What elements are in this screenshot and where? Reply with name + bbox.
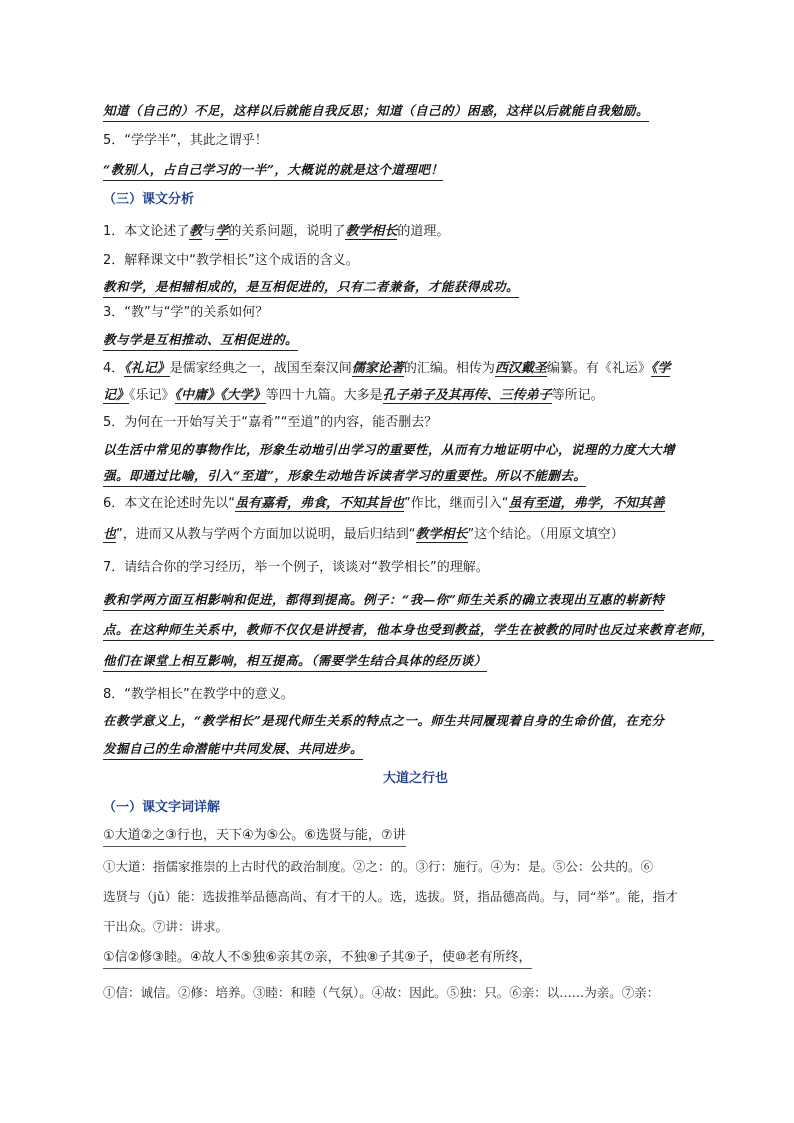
answer-line [103, 651, 728, 672]
annotation-line: ①信：诚信。②修：培养。③睦：和睦（气氛）。④故：因此。⑤独：只。⑥亲：以……为亲。⑦亲： [103, 985, 660, 1000]
source-text-underlined: ①信②修③睦。④故人不⑤独⑥亲其⑦亲，不独⑧子其⑨子，使⑩老有所终， [103, 948, 532, 969]
answer-line [103, 330, 728, 351]
source-text [103, 948, 728, 969]
fill-blank: 虽有嘉肴，弗食，不知其旨也 [235, 496, 405, 511]
text-span: 《乐记》 [129, 388, 175, 403]
answer-text: 他们在课堂上相互影响，相互提高。（需要学生结合具体的经历谈） [103, 651, 487, 672]
answer-line [103, 277, 728, 298]
section-heading: （一）课文字词详解 [103, 800, 221, 815]
question-6-line-1 [103, 494, 728, 514]
answer-text: 知道（自己的）不足，这样以后就能自我反思；知道（自己的）困惑，这样以后就能自我勉励。 [103, 101, 649, 122]
text-span: 的汇编。相传为 [403, 361, 495, 376]
fill-blank: 《中庸》 [174, 388, 221, 403]
answer-line [103, 101, 728, 122]
answer-text: 发掘自己的生命潜能中共同发展、共同进步。 [103, 739, 363, 760]
answer-text: 点。在这种师生关系中，教师不仅仅是讲授者，他本身也受到教益，学生在被教的同时也反过来教育老师， [103, 620, 714, 641]
fill-blank: 也 [103, 527, 117, 542]
fill-blank: 儒家论著 [351, 361, 404, 376]
answer-line: 以生活中常见的事物作比，形象生动地引出学习的重要性，从而有力地证明中心，说理的力度大大增 [103, 442, 676, 457]
fill-blank: 孔子弟子及其再传、三传弟子 [382, 388, 552, 403]
question-5b: 5．为何在一开始写关于“嘉肴”“至道”的内容，能否删去？ [103, 415, 438, 430]
answer-text: 教与学是互相推动、互相促进的。 [103, 330, 298, 351]
fill-blank: 虽有至道，弗学，不知其善 [508, 496, 665, 511]
question-3: 3．“教”与“学”的关系如何？ [103, 305, 269, 320]
fill-blank: 教 [189, 224, 203, 239]
source-text [103, 826, 728, 847]
fill-blank: 教学相长 [415, 527, 468, 542]
question-5: 5．“学学半”，其此之谓乎！ [103, 133, 268, 148]
fill-blank: 《礼记》 [124, 361, 170, 376]
answer-text: 教和学两方面互相影响和促进，都得到提高。例子：“我—你”师生关系的确立表现出互惠的崭新特 [103, 590, 664, 611]
text-span: 与 [202, 224, 216, 239]
question-2: 2．解释课文中“教学相长”这个成语的含义。 [103, 253, 359, 268]
question-4-line-2 [103, 386, 728, 406]
fill-blank: 西汉戴圣 [494, 361, 547, 376]
fill-blank: 《大学》 [220, 388, 266, 403]
annotation-line: 干出众。⑦讲：讲求。 [103, 919, 229, 934]
fill-blank: 记》 [103, 388, 130, 403]
text-span: ”，进而又从教与学两个方面加以说明，最后归结到“ [116, 527, 416, 542]
question-7: 7．请结合你的学习经历，举一个例子，谈谈对“教学相长”的理解。 [103, 560, 489, 575]
answer-line [103, 590, 728, 611]
fill-blank: 教学相长 [345, 224, 398, 239]
answer-text: “教别人，占自己学习的一半”，大概说的就是这个道理吧！ [103, 160, 443, 181]
annotation-line: ①大道：指儒家推崇的上古时代的政治制度。②之：的。③行：施行。④为：是。⑤公：公共的。⑥ [103, 859, 654, 874]
text-span: ”这个结论。（用原文填空） [467, 527, 624, 542]
question-1 [103, 222, 728, 242]
fill-blank: 学 [215, 224, 229, 239]
answer-line [103, 620, 728, 641]
section-heading: （三）课文分析 [103, 192, 195, 207]
annotation-line: 选贤与（jǔ）能：选拔推举品德高尚、有才干的人。选，选拔。贤，指品德高尚。与，同“举”。能，指才 [103, 889, 678, 904]
answer-line [103, 160, 728, 181]
text-span: 等四十九篇。大多是 [265, 388, 383, 403]
article-title: 大道之行也 [382, 771, 448, 786]
answer-text: 强。即通过比喻，引入“至道”，形象生动地告诉读者学习的重要性。所以不能删去。 [103, 466, 586, 487]
question-6-line-2 [103, 525, 728, 545]
answer-line [103, 466, 728, 487]
answer-text: 教和学，是相辅相成的，是互相促进的，只有二者兼备，才能获得成功。 [103, 277, 519, 298]
text-span: ”作比，继而引入“ [404, 496, 509, 511]
text-span: 6．本文在论述时先以“ [103, 496, 236, 511]
fill-blank: 《学 [650, 361, 671, 376]
question-8: 8．“教学相长”在教学中的意义。 [103, 687, 294, 702]
text-span: 1．本文论述了 [103, 224, 190, 239]
question-4-line-1 [103, 359, 728, 379]
answer-line: 在教学意义上，“教学相长”是现代师生关系的特点之一。师生共同履现着自身的生命价值，在充分 [103, 713, 665, 728]
text-span: 编纂。有《礼运》 [546, 361, 651, 376]
text-span: 的道理。 [397, 224, 450, 239]
text-span: 的关系问题，说明了 [228, 224, 346, 239]
answer-line [103, 739, 728, 760]
text-span: 等所记。 [551, 388, 604, 403]
text-span: 4． [103, 361, 125, 376]
text-span: 是儒家经典之一，战国至秦汉间 [169, 361, 352, 376]
source-text-underlined: ①大道②之③行也，天下④为⑤公。⑥选贤与能，⑦讲 [103, 826, 406, 847]
